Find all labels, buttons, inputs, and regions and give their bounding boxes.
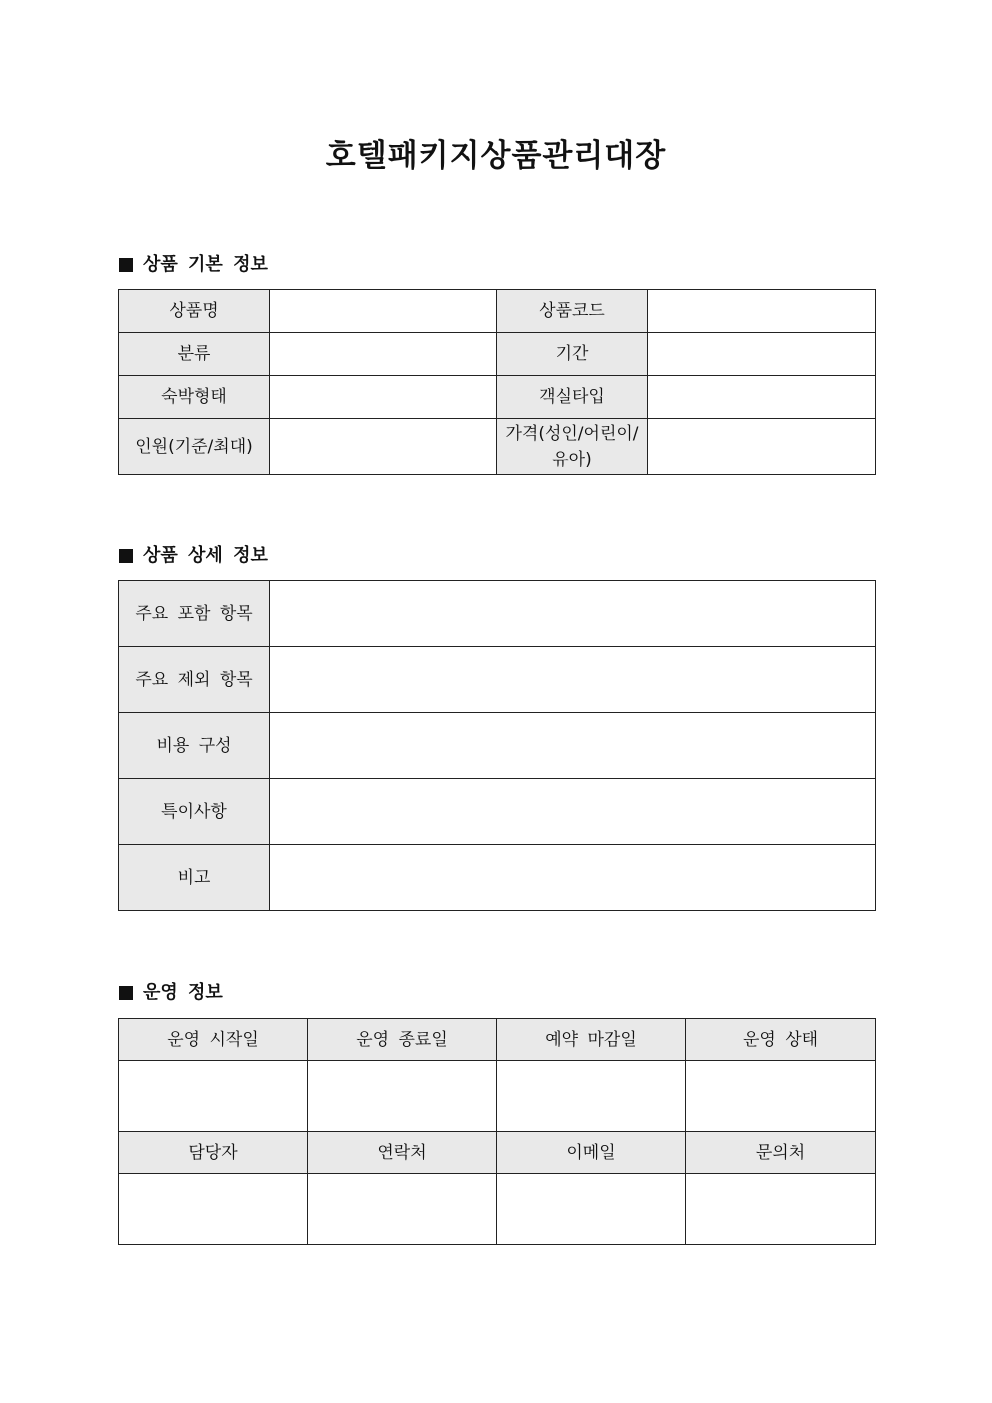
table-row — [119, 647, 876, 713]
label-period: 기간 — [497, 333, 648, 376]
section-heading-operation — [119, 981, 223, 1005]
manager-field[interactable] — [119, 1174, 308, 1245]
table-row — [119, 779, 876, 845]
room-type-field[interactable] — [648, 376, 876, 419]
inquiry-field[interactable] — [686, 1174, 876, 1245]
period-field[interactable] — [648, 333, 876, 376]
operation-info-table — [118, 1018, 876, 1245]
label-start-date: 운영 시작일 — [119, 1019, 308, 1061]
booking-deadline-field[interactable] — [497, 1061, 686, 1132]
label-end-date: 운영 종료일 — [308, 1019, 497, 1061]
product-code-field[interactable] — [648, 290, 876, 333]
section-heading-detail — [119, 544, 268, 568]
label-room-type: 객실타입 — [497, 376, 648, 419]
label-remarks: 비고 — [119, 845, 270, 911]
label-special-notes: 특이사항 — [119, 779, 270, 845]
stay-type-field[interactable] — [270, 376, 497, 419]
price-field[interactable] — [648, 419, 876, 475]
detail-info-table — [118, 580, 876, 911]
section-heading-detail-label: 상품 상세 정보 — [143, 545, 268, 566]
page-title: 호텔패키지상품관리대장 — [325, 138, 667, 174]
basic-info-table — [118, 289, 876, 475]
label-category: 분류 — [119, 333, 270, 376]
contact-field[interactable] — [308, 1174, 497, 1245]
label-price: 가격(성인/어린이/유아) — [497, 419, 648, 475]
operation-status-field[interactable] — [686, 1061, 876, 1132]
label-stay-type: 숙박형태 — [119, 376, 270, 419]
table-row — [119, 713, 876, 779]
label-booking-deadline: 예약 마감일 — [497, 1019, 686, 1061]
category-field[interactable] — [270, 333, 497, 376]
special-notes-field[interactable] — [270, 779, 876, 845]
email-field[interactable] — [497, 1174, 686, 1245]
table-row — [119, 290, 876, 333]
included-items-field[interactable] — [270, 581, 876, 647]
label-manager: 담당자 — [119, 1132, 308, 1174]
label-product-name: 상품명 — [119, 290, 270, 333]
section-heading-basic-label: 상품 기본 정보 — [143, 254, 268, 275]
product-name-field[interactable] — [270, 290, 497, 333]
label-guests: 인원(기준/최대) — [119, 419, 270, 475]
label-cost-breakdown: 비용 구성 — [119, 713, 270, 779]
square-bullet-icon — [119, 549, 133, 563]
label-inquiry: 문의처 — [686, 1132, 876, 1174]
label-excluded-items: 주요 제외 항목 — [119, 647, 270, 713]
end-date-field[interactable] — [308, 1061, 497, 1132]
table-row — [119, 1132, 876, 1174]
section-heading-operation-label: 운영 정보 — [143, 982, 223, 1003]
table-row — [119, 376, 876, 419]
label-operation-status: 운영 상태 — [686, 1019, 876, 1061]
cost-breakdown-field[interactable] — [270, 713, 876, 779]
label-email: 이메일 — [497, 1132, 686, 1174]
table-row — [119, 845, 876, 911]
table-row — [119, 1061, 876, 1132]
start-date-field[interactable] — [119, 1061, 308, 1132]
table-row — [119, 1019, 876, 1061]
table-row — [119, 333, 876, 376]
guests-field[interactable] — [270, 419, 497, 475]
label-included-items: 주요 포함 항목 — [119, 581, 270, 647]
square-bullet-icon — [119, 986, 133, 1000]
label-product-code: 상품코드 — [497, 290, 648, 333]
label-contact: 연락처 — [308, 1132, 497, 1174]
section-heading-basic — [119, 253, 268, 277]
table-row — [119, 581, 876, 647]
square-bullet-icon — [119, 258, 133, 272]
table-row — [119, 419, 876, 475]
excluded-items-field[interactable] — [270, 647, 876, 713]
table-row — [119, 1174, 876, 1245]
remarks-field[interactable] — [270, 845, 876, 911]
